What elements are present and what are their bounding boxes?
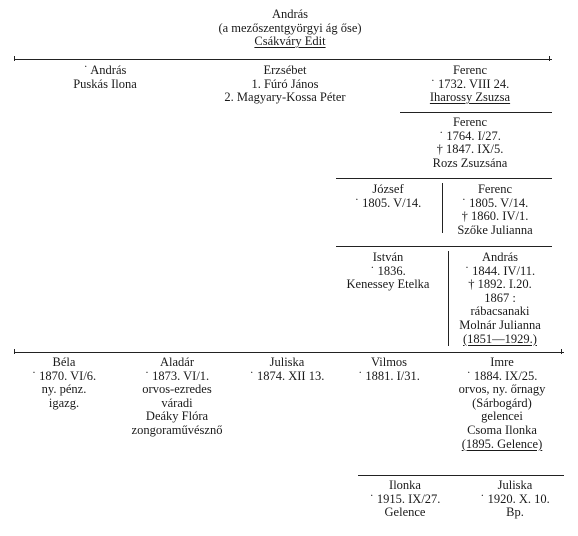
- person-spouse: 2. Magyary-Kossa Péter: [224, 90, 346, 105]
- person-born: ˙ 1873. VI/1.: [144, 368, 210, 383]
- person-born: ˙ 1874. XII 13.: [249, 368, 325, 383]
- spouse-origin: gelencei: [481, 409, 523, 424]
- person-juliska-gen6: [460, 479, 570, 520]
- person-born: ˙ 1881. I/31.: [358, 368, 420, 383]
- person-name: Aladár: [159, 355, 194, 369]
- person-detail: igazg.: [48, 395, 80, 410]
- branch-note: (a mezőszentgyörgyi ág őse): [218, 20, 362, 35]
- person-juliska-gen5: [232, 356, 342, 383]
- person-detail: orvos-ezredes: [142, 382, 212, 397]
- person-ferenc-gen1: [400, 64, 540, 105]
- person-name: András: [481, 250, 519, 264]
- person-andras-gen4: [438, 251, 562, 346]
- person-detail: ny. pénz.: [41, 382, 87, 397]
- person-detail: (Sárbogárd): [472, 395, 532, 410]
- person-place: Bp.: [506, 505, 524, 520]
- person-died: † 1847. IX/5.: [436, 142, 504, 157]
- line-tick: [549, 56, 550, 61]
- spouse-origin: rábacsanaki: [470, 304, 530, 319]
- generation-line-5: [14, 352, 564, 353]
- person-died: † 1860. IV/1.: [461, 209, 529, 224]
- person-istvan: [328, 251, 448, 292]
- person-name: Juliska: [497, 478, 533, 492]
- person-died: † 1892. I.20.: [468, 277, 532, 292]
- person-born: ˙ 1870. VI/6.: [31, 368, 97, 383]
- person-spouse: Molnár Julianna: [459, 317, 541, 332]
- person-detail: váradi: [161, 395, 193, 410]
- line-tick: [561, 349, 562, 354]
- person-born: ˙ 1915. IX/27.: [369, 491, 441, 506]
- person-imre: [434, 356, 570, 451]
- person-name: Imre: [490, 355, 514, 369]
- person-born: ˙ 1920. X. 10.: [480, 491, 550, 506]
- person-name: ˙ András: [83, 63, 127, 77]
- spouse-dates: (1895. Gelence): [461, 436, 543, 451]
- person-detail: zongoraművésznő: [131, 422, 223, 437]
- person-jozsef: [338, 183, 438, 210]
- person-bela: [14, 356, 114, 410]
- person-place: Gelence: [384, 505, 426, 520]
- person-born: ˙ 1805. V/14.: [354, 195, 422, 210]
- person-name: András: [271, 7, 309, 21]
- person-born: ˙ 1732. VIII 24.: [430, 76, 510, 91]
- person-born: ˙ 1805. V/14.: [461, 195, 529, 210]
- generation-line-6: [358, 475, 564, 476]
- person-name: Ferenc: [452, 115, 487, 129]
- person-name: Ilonka: [389, 478, 421, 492]
- person-name: Juliska: [269, 355, 305, 369]
- person-spouse: Csákváry Edit: [254, 34, 326, 49]
- person-andras-gen1: [45, 64, 165, 91]
- person-name: Ferenc: [477, 182, 512, 196]
- line-tick: [14, 349, 15, 354]
- generation-line-1: [14, 59, 552, 60]
- person-name: István: [372, 250, 404, 264]
- person-born: ˙ 1836.: [370, 263, 406, 278]
- person-spouse: 1. Fúró János: [251, 76, 319, 91]
- person-born: ˙ 1884. IX/25.: [466, 368, 538, 383]
- person-name: Erzsébet: [263, 63, 307, 77]
- person-spouse: Szőke Julianna: [457, 222, 533, 237]
- line-tick: [14, 56, 15, 61]
- person-name: Ferenc: [452, 63, 487, 77]
- person-erzsebet: [185, 64, 385, 105]
- person-ferenc-gen2: [400, 116, 540, 170]
- person-spouse: Iharossy Zsuzsa: [429, 90, 511, 105]
- person-spouse: Deáky Flóra: [145, 409, 209, 424]
- root-person: [190, 8, 390, 49]
- person-spouse: Puskás Ilona: [73, 76, 137, 91]
- spouse-dates: (1851—1929.): [463, 331, 537, 346]
- person-spouse: Rozs Zsuzsána: [432, 155, 508, 170]
- generation-line-4: [336, 246, 552, 247]
- person-ferenc-gen3: [440, 183, 550, 237]
- person-spouse: Csoma Ilonka: [467, 422, 537, 437]
- person-name: Béla: [52, 355, 76, 369]
- person-detail: orvos, ny. őrnagy: [458, 382, 546, 397]
- person-name: József: [372, 182, 404, 196]
- person-vilmos: [334, 356, 444, 383]
- generation-line-3: [336, 178, 552, 179]
- person-ilonka: [350, 479, 460, 520]
- marriage-year: 1867 :: [484, 290, 516, 305]
- person-born: ˙ 1844. IV/11.: [464, 263, 536, 278]
- person-born: ˙ 1764. I/27.: [439, 128, 501, 143]
- person-spouse: Kenessey Etelka: [346, 277, 430, 292]
- generation-line-2: [400, 112, 552, 113]
- person-aladar: [112, 356, 242, 438]
- person-name: Vilmos: [370, 355, 408, 369]
